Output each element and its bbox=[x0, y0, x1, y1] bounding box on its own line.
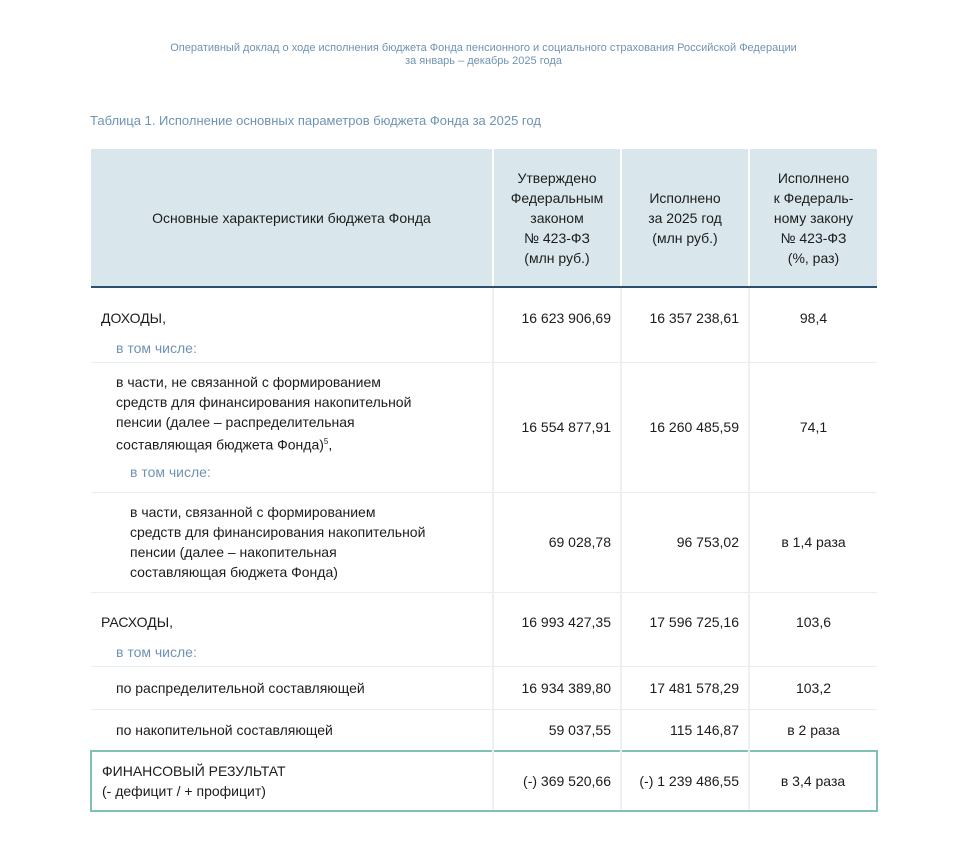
income-percent: 98,4 bbox=[749, 287, 877, 362]
acc-exp-label: по накопительной составляющей bbox=[116, 721, 333, 738]
dist-income-approved: 16 554 877,91 bbox=[493, 362, 621, 492]
acc-income-line-2: средств для финансирования накопительной bbox=[130, 524, 426, 540]
table-row-dist-income bbox=[91, 362, 877, 492]
col-header-characteristics: Основные характеристики бюджета Фонда bbox=[91, 149, 493, 287]
budget-table bbox=[90, 149, 878, 812]
expenses-label-cell bbox=[91, 592, 493, 666]
result-label-2: (- дефицит / + профицит) bbox=[102, 783, 266, 799]
header-line-2: за январь – декабрь 2025 года bbox=[405, 55, 562, 67]
document-header bbox=[0, 42, 967, 68]
expenses-executed: 17 596 725,16 bbox=[621, 592, 749, 666]
table-caption: Таблица 1. Исполнение основных параметров бюджета Фонда за 2025 год bbox=[90, 113, 541, 128]
result-executed: (-) 1 239 486,55 bbox=[621, 751, 749, 811]
dist-exp-label-cell bbox=[91, 666, 493, 709]
acc-income-line-3: пенсии (далее – накопительная bbox=[130, 544, 337, 560]
income-approved: 16 623 906,69 bbox=[493, 287, 621, 362]
footnote-mark: 5 bbox=[323, 436, 329, 446]
table-row-result bbox=[91, 751, 877, 811]
dist-income-line-1: в части, не связанной с формированием bbox=[116, 373, 381, 390]
dist-income-line-2: средств для финансирования накопительной bbox=[116, 393, 412, 410]
dist-income-line-4: составляющая бюджета Фонда)$^5$, bbox=[116, 436, 333, 453]
acc-exp-percent: в 2 раза bbox=[749, 709, 877, 751]
dist-income-sub: в том числе: bbox=[130, 464, 211, 481]
dist-income-percent: 74,1 bbox=[749, 362, 877, 492]
table-row-acc-exp bbox=[91, 709, 877, 751]
acc-income-line-1: в части, связанной с формированием bbox=[130, 504, 376, 520]
acc-income-line-4: составляющая бюджета Фонда) bbox=[130, 564, 338, 580]
dist-income-label-cell bbox=[91, 362, 493, 492]
income-sub: в том числе: bbox=[116, 340, 197, 356]
table-header-row bbox=[91, 149, 877, 287]
expenses-approved: 16 993 427,35 bbox=[493, 592, 621, 666]
col-header-executed: Исполнено за 2025 год (млн руб.) bbox=[621, 149, 749, 287]
acc-income-percent: в 1,4 раза bbox=[749, 492, 877, 592]
result-approved: (-) 369 520,66 bbox=[493, 751, 621, 811]
col-header-approved: Утверждено Федеральным законом № 423-ФЗ (млн руб.) bbox=[493, 149, 621, 287]
header-line-1: Оперативный доклад о ходе исполнения бюджета Фонда пенсионного и социального страхования Российской Федерации bbox=[170, 42, 797, 54]
expenses-label: РАСХОДЫ, bbox=[101, 613, 173, 630]
result-label-cell bbox=[91, 751, 493, 811]
table-row-acc-income bbox=[91, 492, 877, 592]
dist-exp-executed: 17 481 578,29 bbox=[621, 666, 749, 709]
acc-exp-executed: 115 146,87 bbox=[621, 709, 749, 751]
expenses-percent: 103,6 bbox=[749, 592, 877, 666]
dist-income-line-3: пенсии (далее – распределительная bbox=[116, 413, 355, 430]
acc-income-label-cell bbox=[91, 492, 493, 592]
acc-exp-label-cell bbox=[91, 709, 493, 751]
acc-exp-approved: 59 037,55 bbox=[493, 709, 621, 751]
income-label-cell bbox=[91, 287, 493, 362]
acc-income-approved: 69 028,78 bbox=[493, 492, 621, 592]
result-percent: в 3,4 раза bbox=[749, 751, 877, 811]
dist-income-executed: 16 260 485,59 bbox=[621, 362, 749, 492]
table-row-income bbox=[91, 287, 877, 362]
income-executed: 16 357 238,61 bbox=[621, 287, 749, 362]
dist-exp-approved: 16 934 389,80 bbox=[493, 666, 621, 709]
col-header-percent: Исполнено к Федераль- ному закону № 423-ФЗ (%, раз) bbox=[749, 149, 877, 287]
dist-exp-percent: 103,2 bbox=[749, 666, 877, 709]
expenses-sub: в том числе: bbox=[116, 643, 197, 660]
result-label: ФИНАНСОВЫЙ РЕЗУЛЬТАТ bbox=[102, 763, 286, 779]
table-row-dist-exp bbox=[91, 666, 877, 709]
income-label: ДОХОДЫ, bbox=[101, 310, 166, 326]
acc-income-executed: 96 753,02 bbox=[621, 492, 749, 592]
dist-exp-label: по распределительной составляющей bbox=[116, 679, 365, 696]
table-row-expenses bbox=[91, 592, 877, 666]
